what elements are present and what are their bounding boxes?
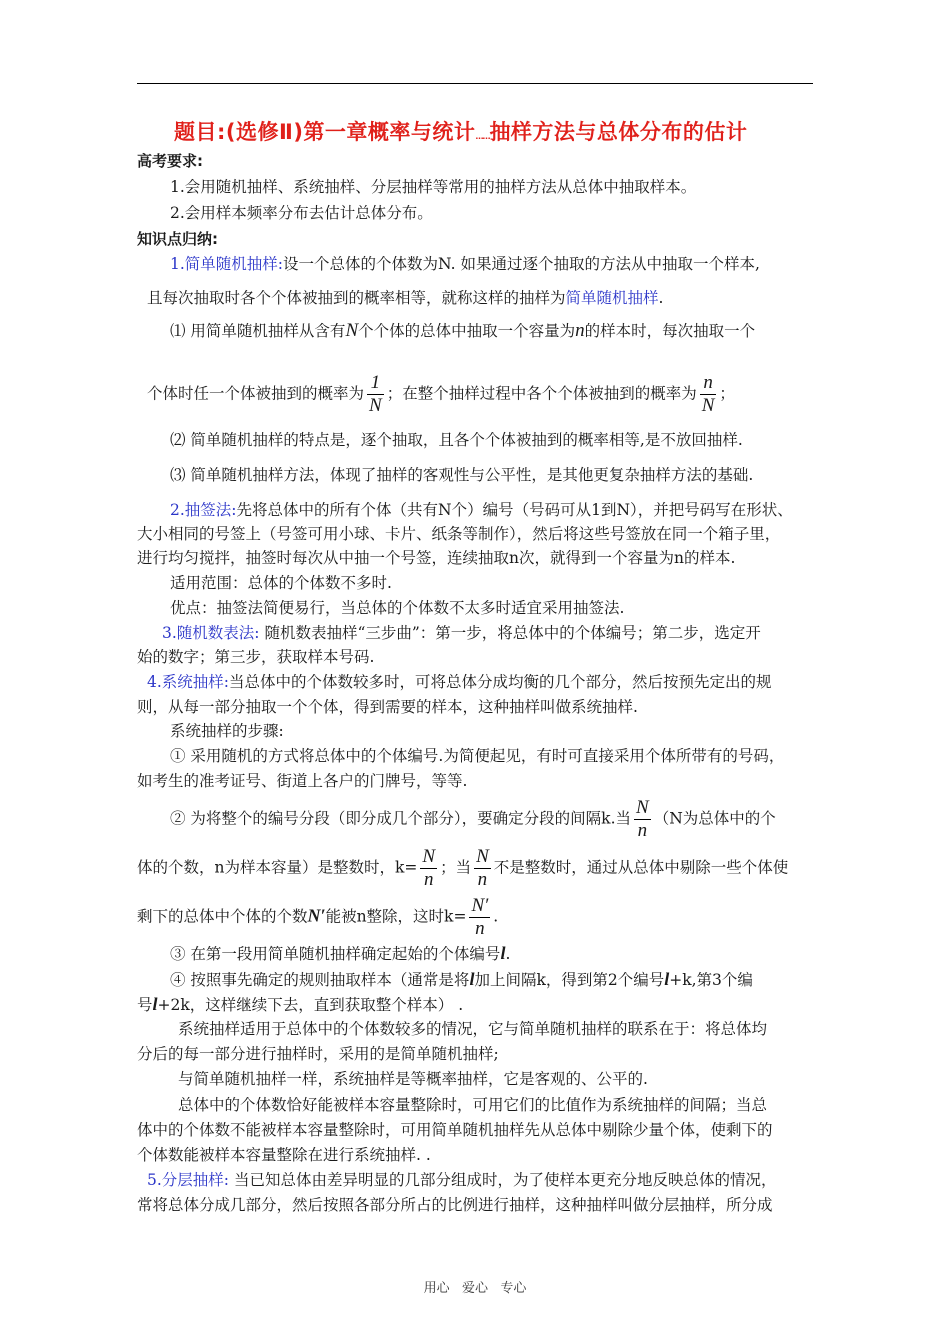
systematic-steps-heading: 系统抽样的步骤: <box>170 722 284 740</box>
text: （N为总体中的个 <box>653 809 776 828</box>
page-title <box>174 122 747 147</box>
page-footer: 用心 爱心 专心 <box>423 1281 527 1296</box>
text: 个个体的总体中抽取一个容量为 <box>358 322 576 340</box>
stratified-line1 <box>147 1170 776 1190</box>
simple-period: . <box>658 289 664 307</box>
text: +k,第3个编 <box>669 971 753 989</box>
fraction-numerator: N <box>476 846 489 867</box>
systematic-remark3-line3: 个体数能被样本容量整除在进行系统抽样. . <box>137 1146 431 1164</box>
text: ；在整个抽样过程中各个个体被抽到的概率为 <box>386 384 697 403</box>
var-l: l <box>469 969 475 989</box>
lottery-label: 2.抽签法: <box>170 501 237 519</box>
requirements-heading: 高考要求: <box>137 152 203 170</box>
systematic-line1 <box>147 672 772 692</box>
fraction-numerator: N′ <box>471 895 489 916</box>
header-rule <box>137 83 813 84</box>
fraction-denominator: n <box>469 917 490 940</box>
text: 剩下的总体中个体的个数 <box>137 907 308 926</box>
lottery-line3: 进行均匀搅拌，抽签时每次从中抽一个号签，连续抽取n次，就得到一个容量为n的样本. <box>137 549 736 567</box>
var-l: l <box>152 994 158 1014</box>
fraction-numerator: n <box>703 372 713 393</box>
text: . <box>505 945 511 963</box>
fraction-N-over-n <box>420 846 437 891</box>
fraction-Nprime-over-n <box>469 895 490 940</box>
text: ② 为将整个的编号分段（即分成几个部分），要确定分段的间隔k.当 <box>170 809 631 828</box>
step3 <box>170 943 510 964</box>
systematic-label: 4.系统抽样: <box>147 673 230 691</box>
simple-p3: ⑶ 简单随机抽样方法，体现了抽样的客观性与公平性，是其他更复杂抽样方法的基础. <box>170 466 754 484</box>
simple-p1-line2 <box>147 372 735 417</box>
step1-line1: ① 采用随机的方式将总体中的个体编号.为简便起见，有时可直接采用个体所带有的号码， <box>170 747 785 765</box>
simple-label: 1.简单随机抽样: <box>170 255 284 273</box>
knowledge-heading: 知识点归纳: <box>137 230 218 248</box>
fraction-denominator: n <box>420 868 437 891</box>
simple-line1 <box>170 254 760 274</box>
lottery-line2: 大小相同的号签上（号签可用小球、卡片、纸条等制作），然后将这些号签放在同一个箱子里， <box>137 525 781 543</box>
random-table-label: 3.随机数表法: <box>162 624 260 642</box>
text: . <box>493 907 499 926</box>
step2-line1 <box>170 797 776 842</box>
text: ⑴ 用简单随机抽样从含有 <box>170 322 346 340</box>
simple-p2: ⑵ 简单随机抽样的特点是，逐个抽取，且各个个体被抽到的概率相等,是不放回抽样. <box>170 431 743 449</box>
simple-text: 设一个总体的个体数为N. 如果通过逐个抽取的方法从中抽取一个样本, <box>283 255 760 273</box>
step1-line2: 如考生的准考证号、街道上各户的门牌号，等等. <box>137 772 468 790</box>
text: ③ 在第一段用简单随机抽样确定起始的个体编号 <box>170 945 501 963</box>
text: +2k，这样继续下去，直到获取整个样本） . <box>157 996 464 1014</box>
lottery-line1 <box>170 500 793 520</box>
requirement-item: 2.会用样本频率分布去估计总体分布。 <box>170 204 433 222</box>
lottery-advantage: 优点：抽签法简便易行，当总体的个体数不太多时适宜采用抽签法. <box>170 599 625 617</box>
systematic-remark3-line1: 总体中的个体数恰好能被样本容量整除时，可用它们的比值作为系统抽样的间隔；当总 <box>178 1096 768 1114</box>
title-dots: …… <box>475 132 490 141</box>
text: 当已知总体由差异明显的几部分组成时，为了使样本更充分地反映总体的情况， <box>229 1171 777 1189</box>
simple-term: 简单随机抽样 <box>565 289 659 307</box>
text: ；当 <box>440 858 472 877</box>
systematic-remark2: 与简单随机抽样一样，系统抽样是等概率抽样，它是客观的、公平的. <box>178 1070 648 1088</box>
simple-text: 且每次抽取时各个个体被抽到的概率相等，就称这样的抽样为 <box>147 289 566 307</box>
random-table-line2: 始的数字；第三步，获取样本号码. <box>137 648 375 666</box>
fraction-N-over-n <box>634 797 651 842</box>
fraction-1-over-N <box>367 372 384 417</box>
title-prefix: 题目:(选修Ⅱ)第一章概率与统计 <box>174 120 476 144</box>
text: ； <box>719 384 735 403</box>
fraction-N-over-n <box>474 846 491 891</box>
systematic-remark1-line1: 系统抽样适用于总体中的个体数较多的情况，它与简单随机抽样的联系在于：将总体均 <box>178 1020 768 1038</box>
text: 当总体中的个体数较多时，可将总体分成均衡的几个部分，然后按预先定出的规 <box>229 673 772 691</box>
fraction-numerator: 1 <box>370 372 381 393</box>
step4-line2 <box>137 994 463 1015</box>
text: 个体时任一个体被抽到的概率为 <box>147 384 365 403</box>
text: 的样本时，每次抽取一个 <box>584 322 756 340</box>
systematic-line2: 则，从每一部分抽取一个个体，得到需要的样本，这种抽样叫做系统抽样. <box>137 698 638 716</box>
var-N-prime: N′ <box>307 905 326 926</box>
step4-line1 <box>170 969 753 990</box>
title-suffix: 抽样方法与总体分布的估计 <box>489 120 748 144</box>
text: 加上间隔k，得到第2个编号 <box>474 971 665 989</box>
requirement-item: 1.会用随机抽样、系统抽样、分层抽样等常用的抽样方法从总体中抽取样本。 <box>170 178 697 196</box>
var-l: l <box>664 969 670 989</box>
text: 随机数表抽样“三步曲”：第一步，将总体中的个体编号；第二步，选定开 <box>259 624 761 642</box>
text: ④ 按照事先确定的规则抽取样本（通常是将 <box>170 971 470 989</box>
fraction-denominator: n <box>474 868 491 891</box>
step2-line2 <box>137 846 788 891</box>
stratified-label: 5.分层抽样: <box>147 1171 230 1189</box>
systematic-remark1-line2: 分后的每一部分进行抽样时，采用的是简单随机抽样; <box>137 1045 499 1063</box>
text: 体的个数，n为样本容量）是整数时，k= <box>137 858 418 877</box>
simple-p1-line1 <box>170 321 755 341</box>
fraction-denominator: N <box>701 395 715 416</box>
lottery-scope: 适用范围：总体的个体数不多时. <box>170 574 392 592</box>
text: 先将总体中的所有个体（共有N个）编号（号码可从1到N），并把号码写在形状、 <box>236 501 793 519</box>
stratified-line2: 常将总体分成几部分，然后按照各部分所占的比例进行抽样，这种抽样叫做分层抽样，所分成 <box>137 1196 773 1214</box>
fraction-denominator: n <box>634 819 651 842</box>
fraction-numerator: N <box>636 797 649 818</box>
fraction-denominator: N <box>369 395 382 416</box>
var-n: n <box>575 320 585 341</box>
var-l: l <box>500 943 506 963</box>
systematic-remark3-line2: 体中的个体数不能被样本容量整除时，可用简单随机抽样先从总体中剔除少量个体，使剩下的 <box>137 1121 773 1139</box>
step2-line3 <box>137 895 498 940</box>
text: 号 <box>137 996 153 1014</box>
fraction-numerator: N <box>422 846 436 867</box>
text: 能被n整除，这时k= <box>325 907 467 926</box>
random-table-line1 <box>162 623 761 643</box>
var-N: N <box>345 320 359 341</box>
simple-line2 <box>147 288 663 308</box>
fraction-n-over-N <box>700 372 717 417</box>
text: 不是整数时，通过从总体中剔除一些个体使 <box>493 858 789 877</box>
